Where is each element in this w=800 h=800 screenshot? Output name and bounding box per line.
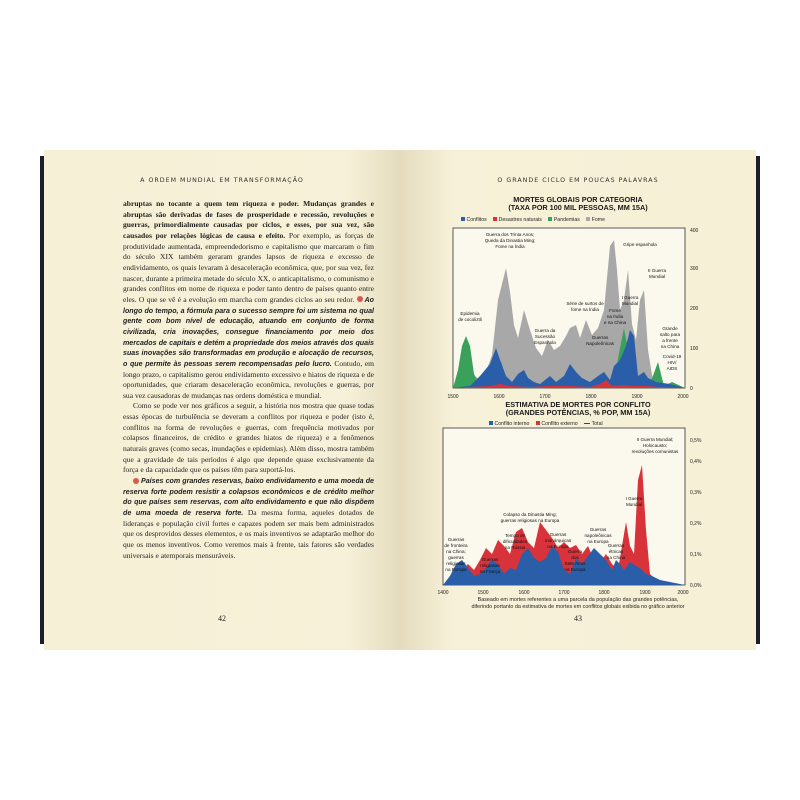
legend-label-conflitos: Conflitos [466, 217, 487, 223]
legend-label-pandemias: Pandemias [553, 217, 580, 223]
chart2-xtick-1400: 1400 [437, 590, 449, 596]
chart2-xtick-1700: 1700 [558, 590, 570, 596]
chart1-xtick-1900: 1900 [631, 394, 643, 400]
ann2-ii-guerra-3: revoluções comunistas [631, 449, 679, 454]
page-number-right: 43 [574, 614, 582, 623]
ann2-sete-3: Sete Anos [564, 561, 586, 566]
ann-ii-guerra-2: Mundial [648, 274, 666, 279]
ann-trinta-3: Fome na Índia [495, 244, 525, 249]
ann2-religiosas-3: na França [479, 569, 501, 574]
paragraph-3-text: Da mesma forma, aqueles dotados de lideranças e população civil fortes e capazes podem ser mais bem administrados que os desprovidos desses elementos, e os mais inventivos se adaptarão melhor do que os menos inventivos. Como veremos mais à frente, tais fatores são verdades universais e atemporais mensuráveis. [123, 508, 374, 560]
ann-covid-2: HIV/ [667, 360, 677, 365]
legend-label-fome: Fome [591, 217, 606, 223]
chart1-xtick-1500: 1500 [447, 394, 459, 400]
chart2-ytick-0: 0,0% [690, 583, 702, 589]
chart1-ytick-400: 400 [690, 228, 699, 234]
ann-salto-4: na China [660, 344, 680, 349]
ann-sucessao-1: Guerra da [534, 328, 556, 333]
ann2-colapso-1: Colapso da Dinastia Ming; [503, 512, 557, 517]
ann2-napoleonicas-2: napoleônicas [584, 533, 612, 538]
ann2-religiosas-1: Guerras [481, 557, 499, 562]
ann2-i-guerra-1: I Guerra [625, 496, 643, 501]
ann2-tempo-3: na Rússia [504, 545, 526, 550]
running-head-left: A ORDEM MUNDIAL EM TRANSFORMAÇÃO [140, 177, 304, 184]
running-head-right: O GRANDE CICLO EM POUCAS PALAVRAS [497, 177, 659, 184]
ann2-fronteira-6: na Europa [445, 567, 467, 572]
ann2-fronteira-5: religiosas [446, 561, 466, 566]
ann2-etnicas-1: Guerras [607, 543, 625, 548]
ann2-i-guerra-2: Mundial [625, 502, 643, 507]
ann2-napoleonicas-1: Guerras [589, 527, 607, 532]
ann-salto-1: Grande [662, 326, 678, 331]
page-number-left: 42 [218, 614, 226, 623]
chart1-xtick-1700: 1700 [539, 394, 551, 400]
chart2-title [400, 401, 756, 418]
ann2-fronteira-4: guerras [448, 555, 464, 560]
chart2-ytick-1: 0,1% [690, 552, 702, 558]
chart2-footnote [428, 597, 728, 610]
ann2-etnicas-2: étnicas [608, 549, 624, 554]
chart2-footnote-line1: Baseado em mortes referentes a uma parcela da população das grandes potências, [477, 597, 679, 603]
chart2-ytick-4: 0,4% [690, 459, 702, 465]
ann-i-guerra-2: Mundial [621, 301, 639, 306]
ann-surtos-1: Série de surtos de [566, 301, 604, 306]
ann-i-guerra-1: I Guerra [621, 295, 639, 300]
paragraph-1-tail: Contudo, em longo prazo, o capitalismo gerou endividamento excessivo e hiatos de riqueza e de oportunidades, que criaram desaceleração econômica, revoluções e guerras, por sua vez causadoras de mudanças nas ordens doméstica e mundial. [123, 358, 374, 400]
ann-fome-2: na Índia [606, 314, 624, 319]
ann-ii-guerra-1: II Guerra [647, 268, 667, 273]
ann-napoleonicas-2: Napoleônicas [586, 341, 614, 346]
legend2-swatch-externo [536, 421, 540, 425]
legend-label-desastres: Desastres naturais [498, 217, 542, 223]
chart1-xtick-1800: 1800 [585, 394, 597, 400]
chart2-xtick-1600: 1600 [518, 590, 530, 596]
ann-epidemia-1: Epidemia [460, 311, 480, 316]
chart1-xtick-1600: 1600 [493, 394, 505, 400]
ann2-sete-4: na Europa [564, 567, 586, 572]
left-page [44, 150, 400, 650]
chart2-legend [484, 421, 603, 427]
chart1-ytick-0: 0 [690, 386, 693, 392]
bullet-dot-icon [133, 478, 139, 484]
ann-covid-1: Covid-19 [662, 354, 682, 359]
ann-trinta-1: Guerra dos Trinta Anos; [485, 232, 535, 237]
ann-napoleonicas-1: Guerras [591, 335, 609, 340]
ann-surtos-2: fome na Índia [571, 307, 599, 312]
ann2-ii-guerra-1: II Guerra Mundial; [636, 437, 674, 442]
ann-covid-3: AIDS [666, 366, 678, 371]
ann-salto-2: salto para [659, 332, 681, 337]
right-page [400, 150, 756, 650]
ann2-monarquicas-1: Guerras [549, 532, 567, 537]
ann2-monarquicas-2: monárquicas [544, 538, 572, 543]
ann2-sete-1: Guerra [567, 549, 583, 554]
chart1-title-line1: MORTES GLOBAIS POR CATEGORIA [513, 195, 643, 204]
chart2-ytick-2: 0,2% [690, 521, 702, 527]
chart2-title-line1: ESTIMATIVA DE MORTES POR CONFLITO [505, 400, 651, 409]
ann2-sete-2: dos [571, 555, 579, 560]
paragraph-1-text: Por exemplo, as forças de produtividade aumentada, empreendedorismo e capitalismo que marcaram o fim do século XIX também geraram grandes lapsos de riqueza e excesso de endividamento, os quais levaram à desaceleração econômica, que, por sua vez, fez nascer, durante a primeira metade do século XX, o anticapitalismo, o comunismo e grandes conflitos em nome de riqueza e poder tanto dentro de países quanto entre eles. O que se vê é a evolução em marcha com grandes ciclos ao seu redor. [123, 230, 374, 304]
paragraph-1-bold: abruptas no tocante a quem tem riqueza e poder. Mudanças grandes e abruptas são derivadas de fases de prosperidade e recessão, revoluções e guerras, primordialmente causadas por ciclos, e esses, por sua vez, são causados por relações lógicas de causa e efeito. [123, 199, 374, 240]
ann2-tempo-2: dificuldades [502, 539, 528, 544]
ann-fome-3: e na China [603, 320, 627, 325]
ann2-fronteira-1: Guerras [447, 537, 465, 542]
chart2-xtick-1500: 1500 [477, 590, 489, 596]
ann-sucessao-3: Espanhola [534, 340, 556, 345]
chart1-ytick-200: 200 [690, 306, 699, 312]
bullet-dot-icon [357, 296, 363, 302]
open-book [40, 150, 760, 650]
chart2-xtick-1900: 1900 [639, 590, 651, 596]
legend2-label-total: Total [591, 421, 603, 427]
ann-trinta-2: Queda da Dinastia Ming; [484, 238, 536, 243]
ann2-monarquicas-3: na Europa [547, 544, 569, 549]
ann2-tempo-1: Tempo de [504, 533, 526, 538]
ann2-fronteira-3: na China; [446, 549, 466, 554]
ann2-ii-guerra-2: Holocausto; [642, 443, 668, 448]
ann-sucessao-2: Sucessão [534, 334, 556, 339]
ann-epidemia-2: de cocoliztli [458, 317, 482, 322]
ann2-religiosas-2: religiosas [480, 563, 500, 568]
chart2-xtick-1800: 1800 [598, 590, 610, 596]
legend2-label-externo: Conflito externo [541, 421, 578, 427]
chart2-ytick-5: 0,5% [690, 438, 702, 444]
ann-fome-1: Fome [609, 308, 621, 313]
left-page-body [123, 199, 374, 561]
paragraph-1 [123, 199, 374, 401]
ann2-colapso-2: guerras religiosas na Europa [500, 518, 560, 523]
chart1-ytick-300: 300 [690, 266, 699, 272]
ann2-etnicas-3: na China [606, 555, 626, 560]
paragraph-2: Como se pode ver nos gráficos a seguir, a história nos mostra que quase todas essas épocas de turbulência se deveram a conflitos por riqueza e poder (isto é, conflitos na forma de revoluções e guerras, com frequência motivados por colapsos financeiros, de crédito e grandes hiatos de riqueza) e a fenômenos naturais graves (como secas, inundações e epidemias). Além disso, mostra também que a gravidade de tais períodos é algo que depende quase exclusivamente da força e da capacidade que os países têm para suportá-los. [123, 401, 374, 475]
chart1-ytick-100: 100 [690, 346, 699, 352]
ann2-fronteira-2: de fronteira [444, 543, 468, 548]
ann2-napoleonicas-3: na Europa [587, 539, 609, 544]
chart2-title-line2: (GRANDES POTÊNCIAS, % POP, MM 15A) [505, 408, 651, 418]
legend2-swatch-total [584, 423, 590, 424]
chart2-xtick-2000: 2000 [677, 590, 689, 596]
ann-salto-3: a frente [662, 338, 678, 343]
chart1-title-line2: (TAXA POR 100 MIL PESSOAS, MM 15A) [508, 203, 648, 213]
legend2-swatch-interno [489, 421, 493, 425]
paragraph-3 [123, 476, 374, 561]
paragraph-1-emphasis: Ao longo do tempo, a fórmula para o sucesso sempre foi um sistema no qual gente com bom nível de educação, atuando em conjunto de forma civilizada, cria inovações, consegue financiamento por meio dos mercados de capitais e detém a propriedade dos meios através dos quais suas inovações são transformadas em produção e alocação de recursos, o que permite às pessoas serem recompensadas pelo lucro. [123, 295, 374, 368]
chart2-footnote-line2: diferindo portanto da estimativa de mortes em conflitos globais exibida no gráfico anterior [471, 603, 685, 610]
paragraph-3-emphasis: Países com grandes reservas, baixo endividamento e uma moeda de reserva forte podem resistir a colapsos econômicos e de crédito melhor do que países sem reservas, com alto endividamento e que não dispõem de uma moeda de reserva forte. [123, 477, 374, 518]
ann-gripe: Gripe espanhola [623, 242, 657, 247]
legend2-label-interno: Conflito interno [494, 421, 530, 427]
chart2-ytick-3: 0,3% [690, 490, 702, 496]
chart1-xtick-2000: 2000 [677, 394, 689, 400]
